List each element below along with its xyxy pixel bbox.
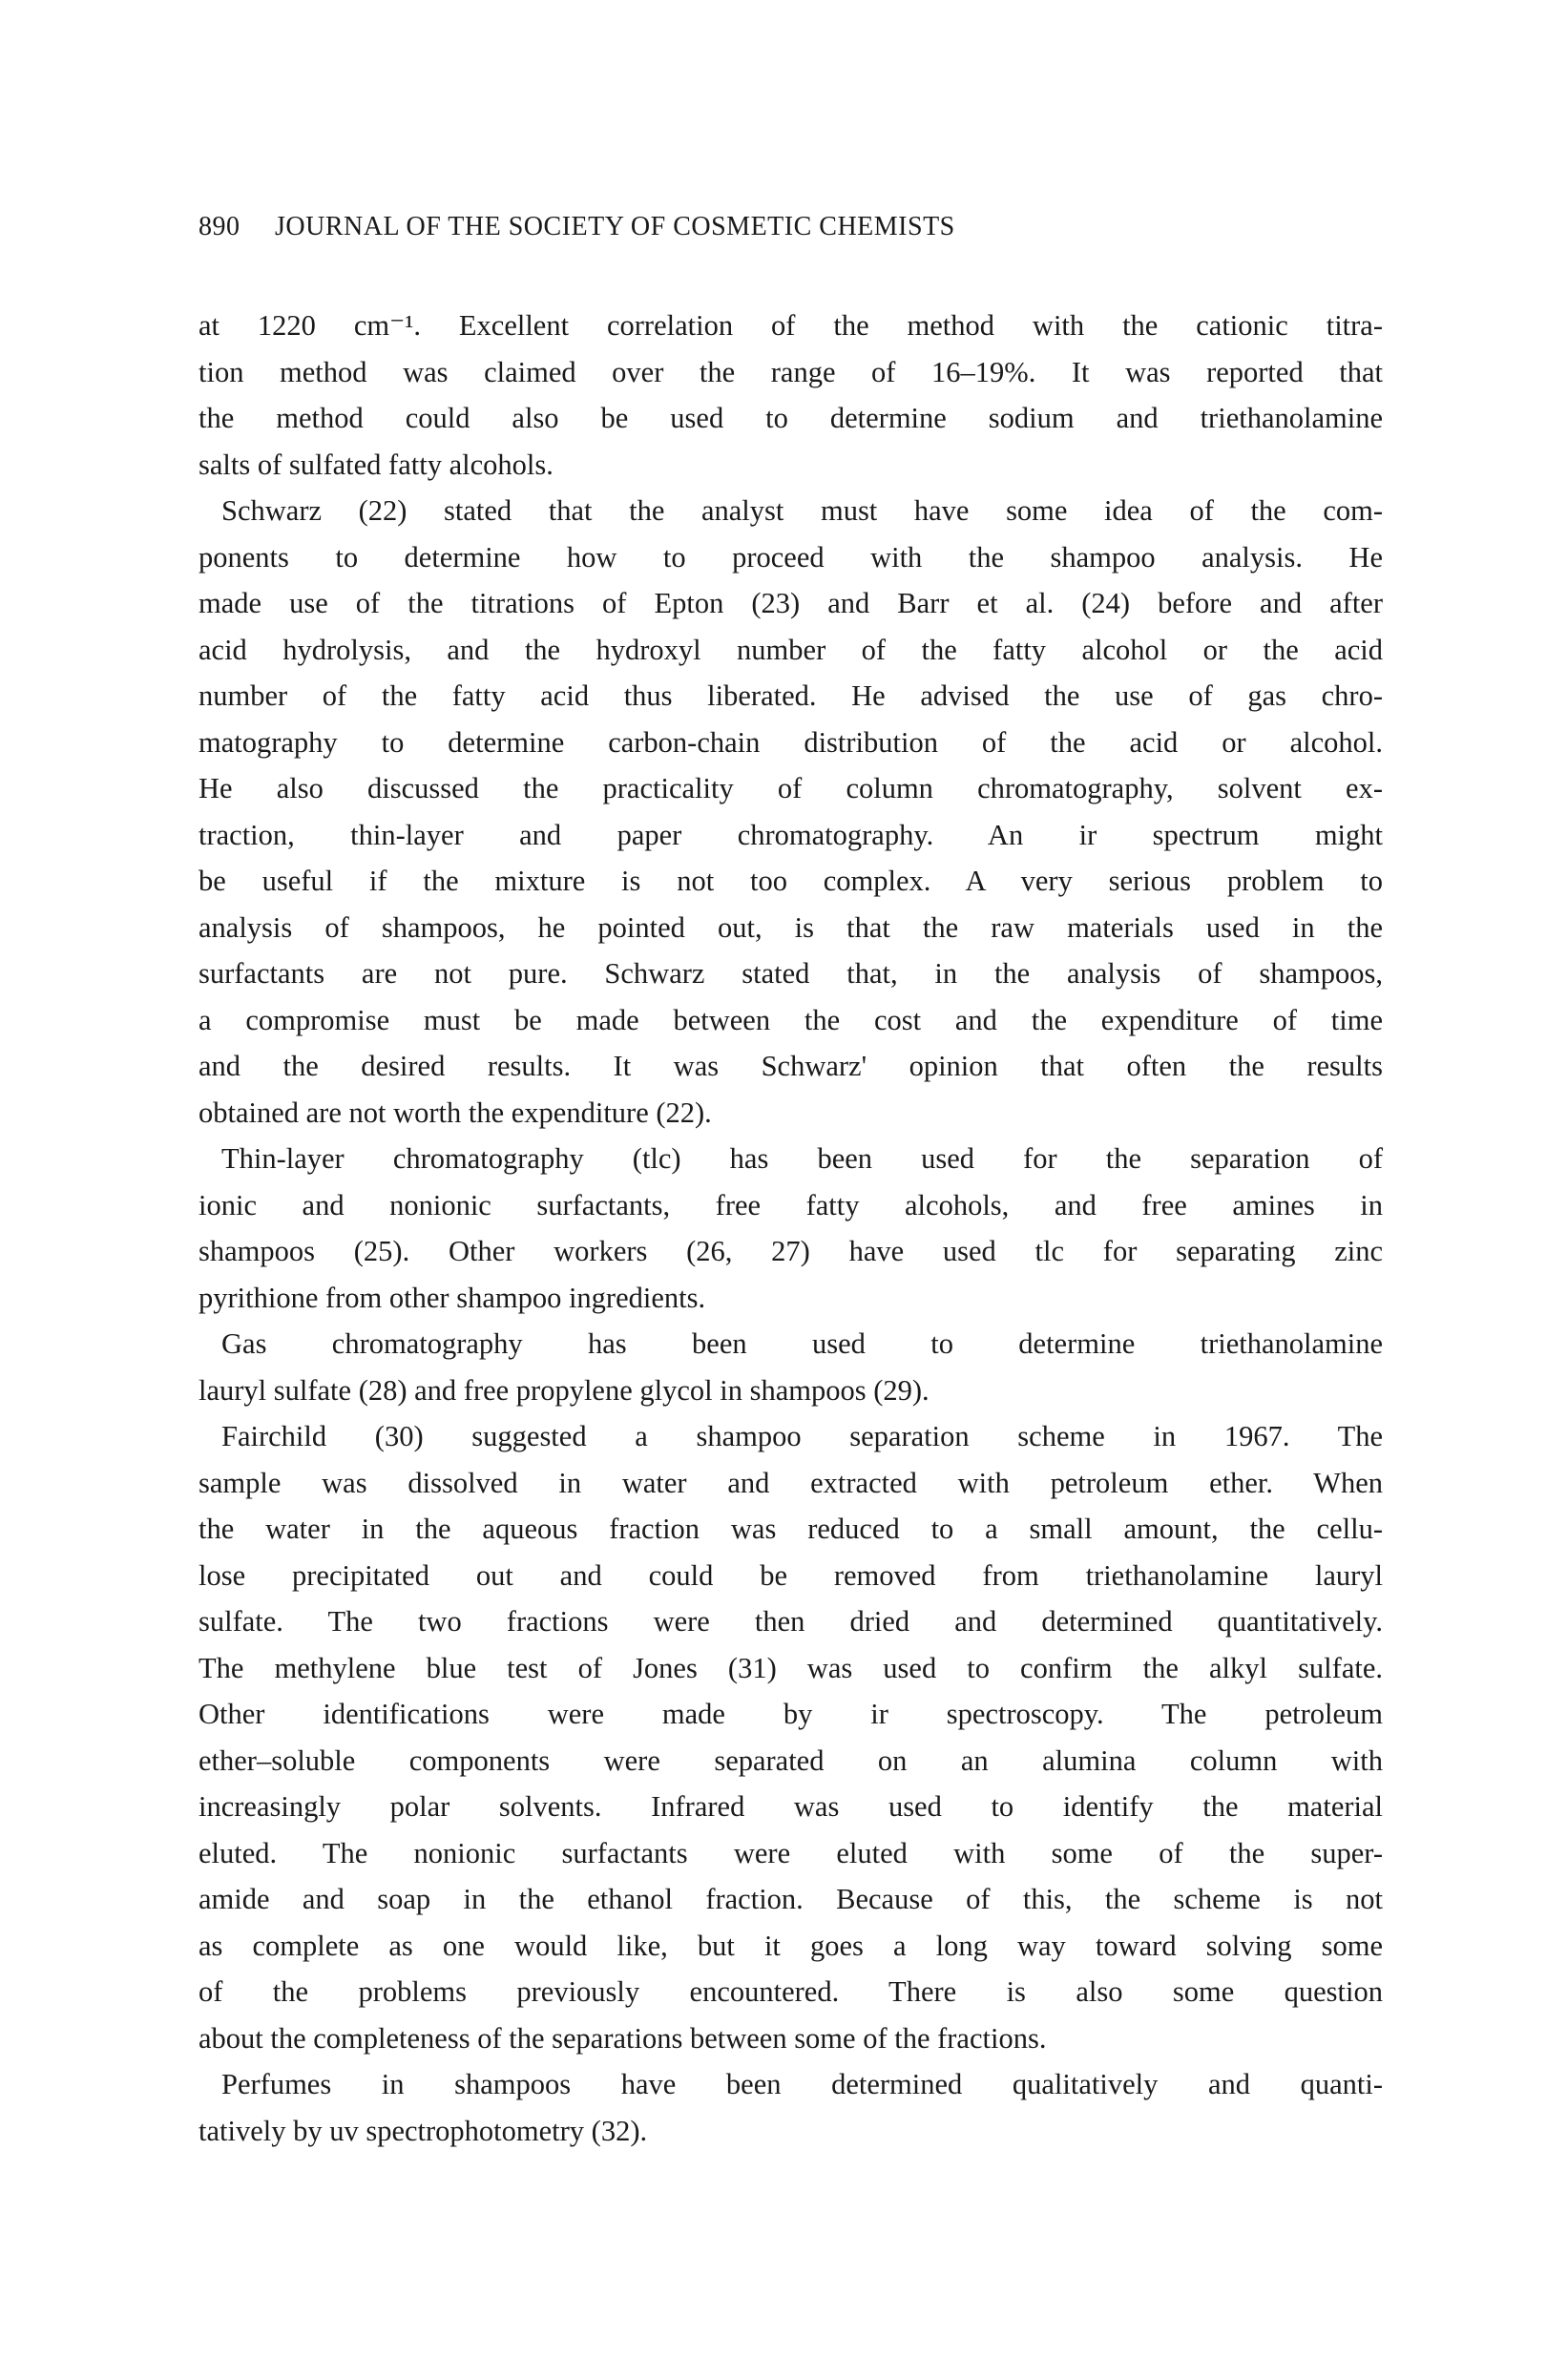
text-line: Schwarz (22) stated that the analyst must have some idea of the com- [221, 494, 1383, 527]
text-line: analysis of shampoos, he pointed out, is that the raw materials used in the [198, 910, 1383, 944]
paragraph [198, 2061, 1383, 2154]
paragraph [198, 1136, 1383, 1321]
text-line: shampoos (25). Other workers (26, 27) have used tlc for separating zinc [198, 1235, 1383, 1267]
text-line: obtained are not worth the expenditure (22). [198, 1096, 712, 1129]
paragraph [198, 303, 1383, 488]
paragraph [198, 1413, 1383, 2061]
text-line: as complete as one would like, but it goes a long way toward solving some [198, 1929, 1383, 1962]
page-number: 890 [198, 212, 240, 241]
text-line: the water in the aqueous fraction was reduced to a small amount, the cellu- [198, 1513, 1383, 1545]
text-line: salts of sulfated fatty alcohols. [198, 448, 554, 481]
text-line: traction, thin-layer and paper chromatography. An ir spectrum might [198, 818, 1383, 851]
text-line: ionic and nonionic surfactants, free fatty alcohols, and free amines in [198, 1188, 1383, 1221]
journal-title: JOURNAL OF THE SOCIETY OF COSMETIC CHEMISTS [275, 212, 955, 241]
text-line: a compromise must be made between the cost and the expenditure of time [198, 1003, 1383, 1036]
text-line: matography to determine carbon-chain distribution of the acid or alcohol. [198, 725, 1383, 759]
article-body [198, 303, 1383, 2154]
text-line: acid hydrolysis, and the hydroxyl number of the fatty alcohol or the acid [198, 633, 1383, 666]
text-line: sulfate. The two fractions were then dried and determined quantitatively. [198, 1605, 1383, 1638]
text-line: Thin-layer chromatography (tlc) has been used for the separation of [221, 1142, 1383, 1175]
text-line: tatively by uv spectrophotometry (32). [198, 2114, 648, 2147]
text-line: amide and soap in the ethanol fraction. Because of this, the scheme is not [198, 1883, 1383, 1915]
text-line: made use of the titrations of Epton (23) and Barr et al. (24) before and after [198, 587, 1383, 619]
paragraph [198, 1321, 1383, 1413]
text-line: the method could also be used to determine sodium and triethanolamine [198, 402, 1383, 434]
text-line: tion method was claimed over the range of 16–19%. It was reported that [198, 355, 1383, 388]
text-line: about the completeness of the separations between some of the fractions. [198, 2021, 1047, 2055]
text-line: The methylene blue test of Jones (31) was used to confirm the alkyl sulfate. [198, 1651, 1383, 1684]
text-line: Fairchild (30) suggested a shampoo separation scheme in 1967. The [221, 1420, 1383, 1452]
text-line: lauryl sulfate (28) and free propylene glycol in shampoos (29). [198, 1373, 930, 1407]
text-line: pyrithione from other shampoo ingredients. [198, 1281, 706, 1314]
text-line: Gas chromatography has been used to determine triethanolamine [221, 1327, 1383, 1360]
text-line: ponents to determine how to proceed with the shampoo analysis. He [198, 540, 1383, 574]
text-line: eluted. The nonionic surfactants were eluted with some of the super- [198, 1836, 1383, 1869]
text-line: Other identifications were made by ir spectroscopy. The petroleum [198, 1698, 1383, 1730]
text-line: Perfumes in shampoos have been determined qualitatively and quanti- [221, 2068, 1383, 2100]
running-header [198, 212, 955, 242]
text-line: at 1220 cm⁻¹. Excellent correlation of the method with the cationic titra- [198, 309, 1383, 342]
text-line: He also discussed the practicality of column chromatography, solvent ex- [198, 772, 1383, 804]
text-line: be useful if the mixture is not too complex. A very serious problem to [198, 865, 1383, 897]
text-line: increasingly polar solvents. Infrared was used to identify the material [198, 1790, 1383, 1823]
text-line: lose precipitated out and could be removed from triethanolamine lauryl [198, 1558, 1383, 1592]
text-line: surfactants are not pure. Schwarz stated that, in the analysis of shampoos, [198, 957, 1383, 990]
text-line: and the desired results. It was Schwarz' opinion that often the results [198, 1050, 1383, 1082]
text-line: of the problems previously encountered. There is also some question [198, 1975, 1383, 2008]
text-line: sample was dissolved in water and extracted with petroleum ether. When [198, 1466, 1383, 1499]
paragraph [198, 488, 1383, 1136]
text-line: number of the fatty acid thus liberated. He advised the use of gas chro- [198, 679, 1383, 712]
text-line: ether–soluble components were separated on an alumina column with [198, 1743, 1383, 1777]
